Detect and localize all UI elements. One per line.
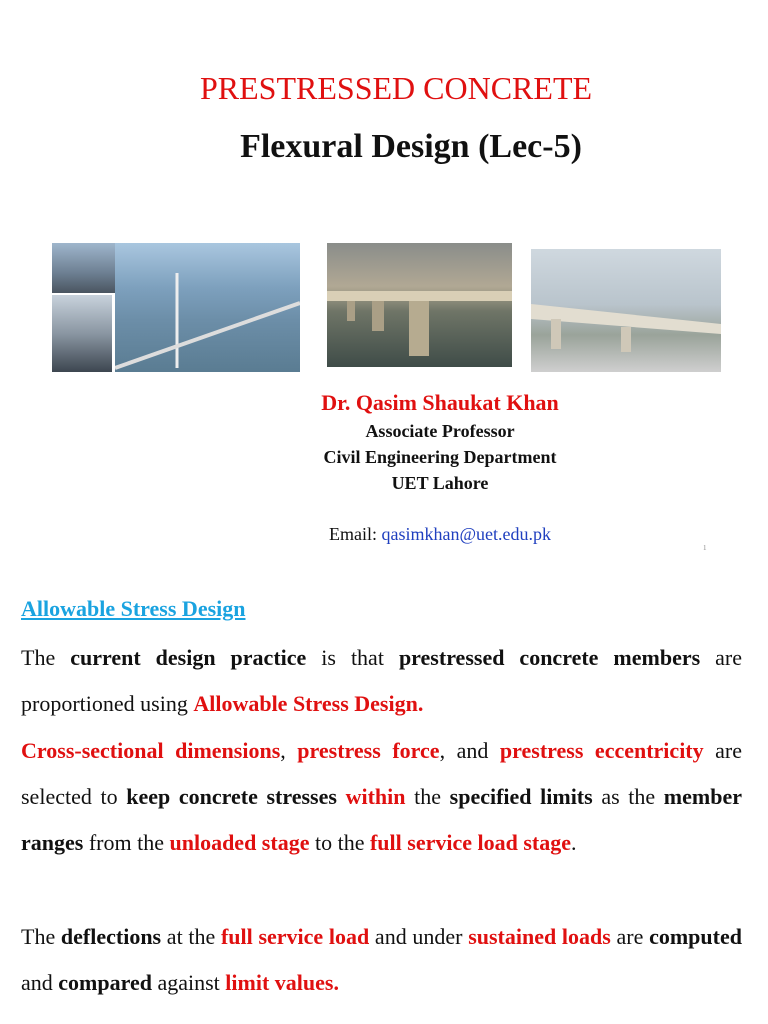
paragraph-1 — [21, 635, 742, 727]
email-label: Email: — [328, 524, 382, 544]
text: The — [21, 924, 61, 949]
highlighted-text: prestress eccentricity — [499, 738, 704, 763]
text: , and — [439, 738, 500, 763]
section-heading: Allowable Stress Design — [21, 596, 246, 621]
bold-text: prestressed concrete members — [398, 645, 701, 670]
text: are selected to — [21, 738, 743, 809]
text: from the — [83, 830, 170, 855]
email-line — [300, 524, 580, 545]
bold-text: current design practice — [70, 645, 307, 670]
bold-text: specified limits — [449, 784, 593, 809]
text: at the — [161, 924, 221, 949]
author-position: Associate Professor — [365, 421, 515, 441]
text: to the — [309, 830, 370, 855]
text: and — [21, 970, 59, 995]
text: is that — [306, 645, 399, 670]
bridge-piers-photo — [327, 243, 512, 367]
text: against — [151, 970, 226, 995]
highlighted-text: unloaded stage — [169, 830, 310, 855]
flyover-photo — [531, 249, 721, 372]
page-number: 1 — [703, 544, 707, 552]
text: The — [21, 645, 71, 670]
author-institution: UET Lahore — [391, 473, 489, 493]
author-department: Civil Engineering Department — [323, 447, 557, 467]
paragraph-2 — [21, 728, 742, 866]
bold-text: compared — [58, 970, 152, 995]
highlighted-text: prestress force — [297, 738, 440, 763]
paragraph-3 — [21, 914, 742, 1006]
highlighted-text: Allowable Stress Design. — [193, 691, 424, 716]
highlighted-text: full service load — [220, 924, 370, 949]
highlighted-text: full service load stage — [369, 830, 571, 855]
author-name: Dr. Qasim Shaukat Khan — [321, 390, 559, 415]
crane-photo-bottom — [52, 295, 112, 372]
bold-text: computed — [649, 924, 742, 949]
bold-text: member ranges — [21, 784, 742, 855]
text: are proportioned using — [21, 645, 743, 716]
slide-title: PRESTRESSED CONCRETE — [199, 70, 593, 106]
text: are — [610, 924, 650, 949]
text: , — [280, 738, 298, 763]
text: as the — [592, 784, 664, 809]
email-link[interactable]: qasimkhan@uet.edu.pk — [381, 524, 552, 544]
slide-subtitle: Flexural Design (Lec-5) — [240, 128, 582, 165]
text: and under — [369, 924, 469, 949]
highlighted-text: within — [345, 784, 406, 809]
cable-bridge-photo — [115, 243, 300, 372]
text — [337, 784, 346, 809]
author-block — [300, 388, 580, 496]
highlighted-text: limit values. — [225, 970, 339, 995]
bold-text: deflections — [60, 924, 162, 949]
text: . — [571, 830, 577, 855]
bold-text: keep concrete stresses — [126, 784, 337, 809]
highlighted-text: sustained loads — [468, 924, 611, 949]
text: the — [405, 784, 450, 809]
highlighted-text: Cross-sectional dimensions — [21, 738, 281, 763]
